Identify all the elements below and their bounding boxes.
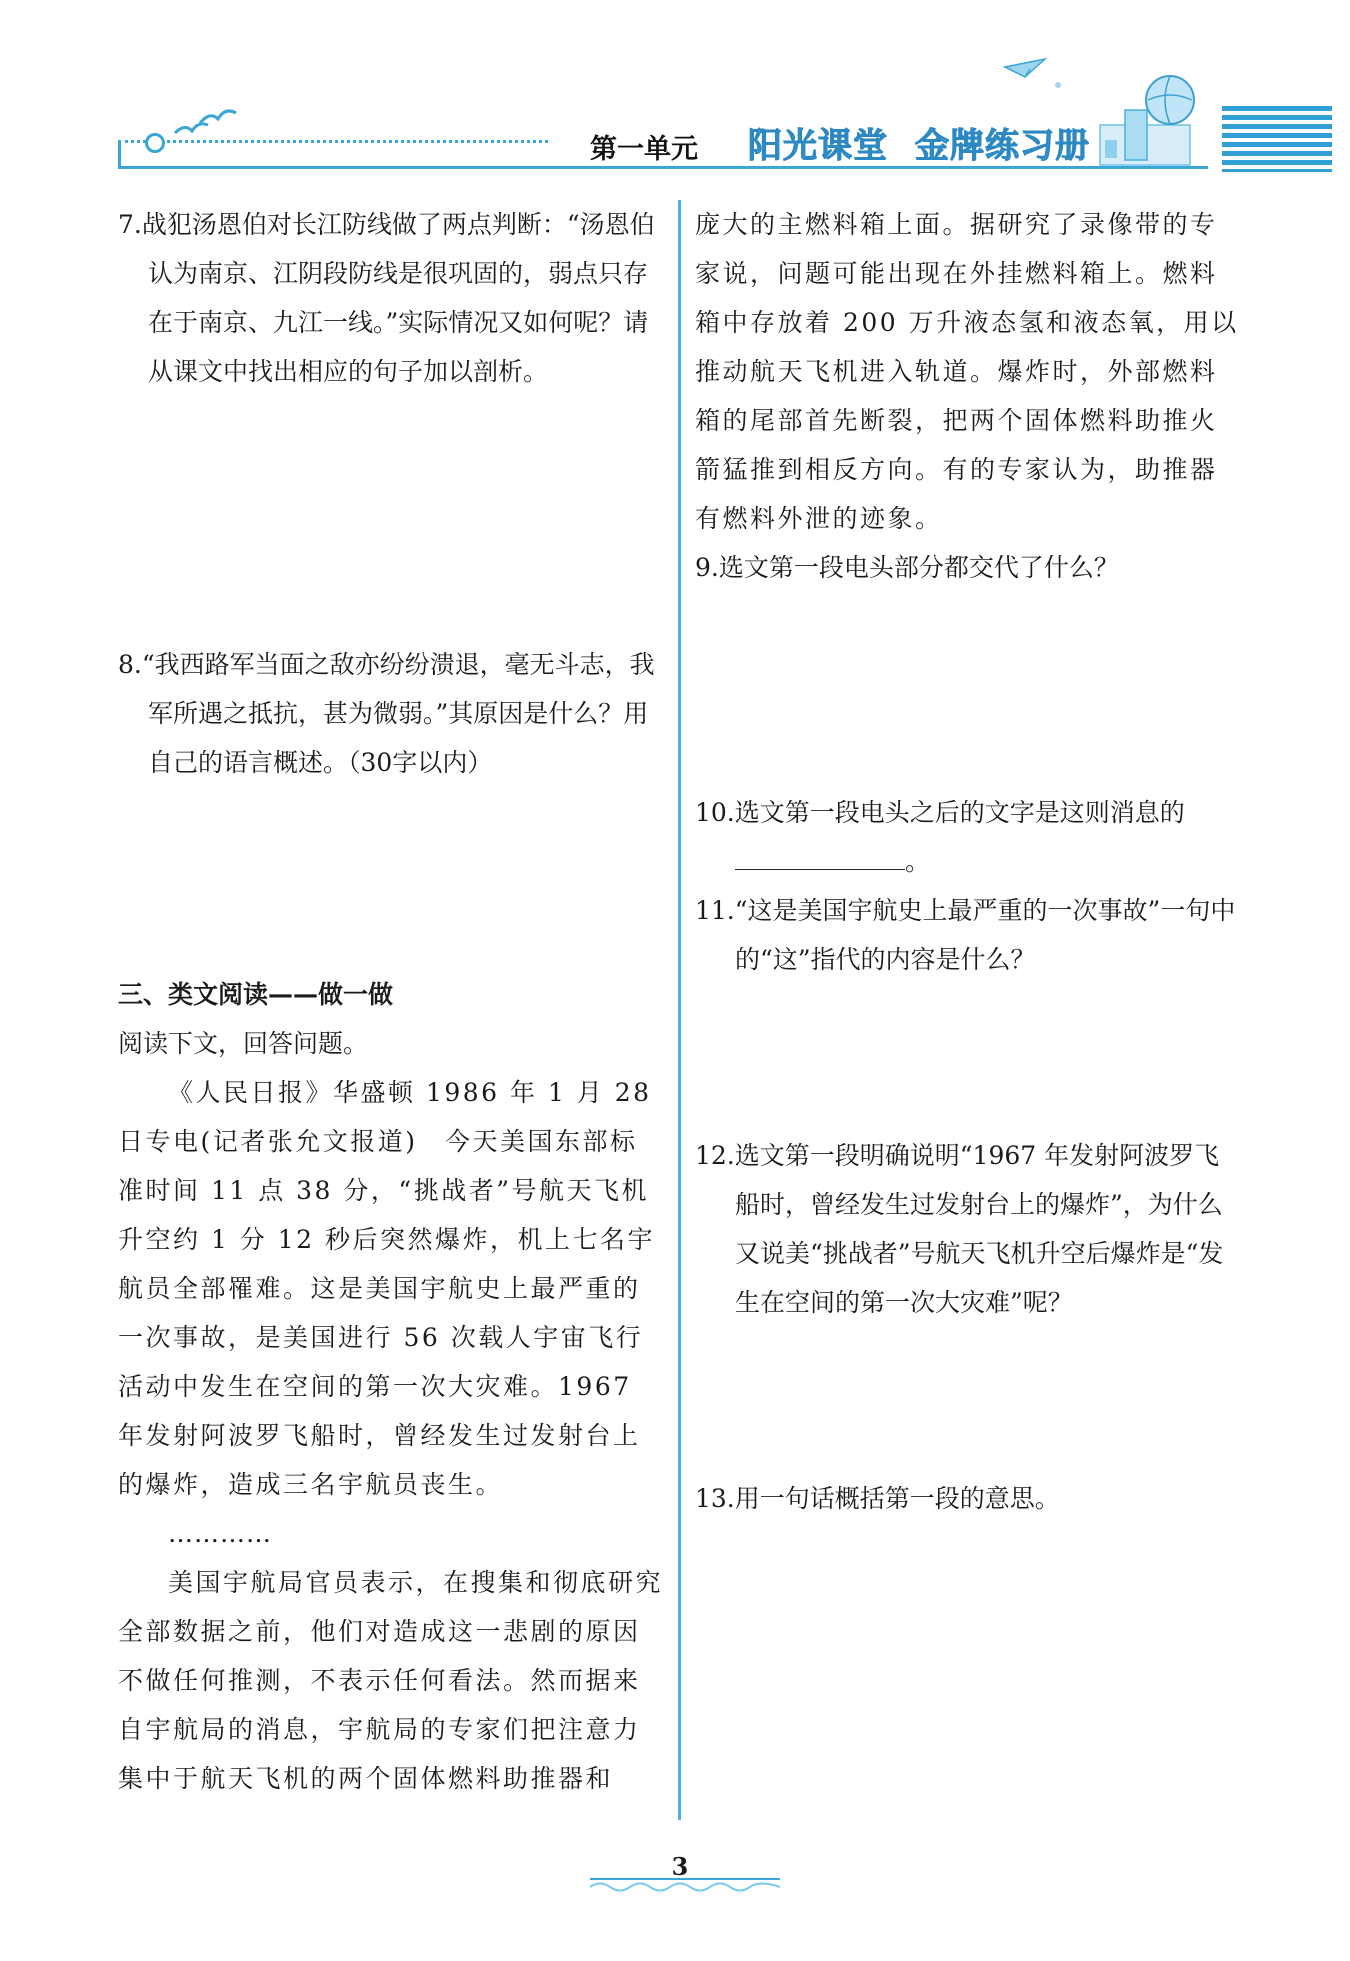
column-divider	[678, 200, 681, 1820]
question-10	[695, 788, 1240, 886]
page-header	[0, 0, 1350, 190]
question-10-text: 10.选文第一段电头之后的文字是这则消息的	[695, 798, 1185, 827]
answer-blank[interactable]	[735, 837, 905, 870]
header-bracket	[118, 140, 127, 168]
passage-continuation: 庞大的主燃料箱上面。据研究了录像带的专家说，问题可能出现在外挂燃料箱上。燃料箱中存放着 200 万升液态氢和液态氧，用以推动航天飞机进入轨道。爆炸时，外部燃料箱的尾部首先断裂，把两个固体燃料助推火箭猛推到相反方向。有的专家认为，助推器有燃料外泄的迹象。	[695, 210, 1239, 533]
unit-title: 第一单元	[590, 134, 698, 165]
paper-plane-icon	[1000, 55, 1070, 95]
passage-paragraph-1: 《人民日报》华盛顿 1986 年 1 月 28 日专电(记者张允文报道) 今天美国东部标准时间 11 点 38 分，“挑战者”号航天飞机升空约 1 分 12 秒后突然爆炸，机上七名宇航员全部罹难。这是美国宇航史上最严重的一次事故，是美国进行 56 次载人宇宙飞行活动中发生在空间的第一次大灾难。1967 年发射阿波罗飞船时，曾经发生过发射台上的爆炸，造成三名宇航员丧生。	[118, 1078, 663, 1499]
page-number: 3	[671, 1852, 689, 1881]
question-9: 9.选文第一段电头部分都交代了什么？	[695, 553, 1119, 582]
question-13: 13.用一句话概括第一段的意思。	[695, 1484, 1060, 1513]
question-10-end: 。	[905, 847, 931, 876]
wave-icon	[590, 1880, 780, 1894]
passage-paragraph-2: 美国宇航局官员表示，在搜集和彻底研究全部数据之前，他们对造成这一悲剧的原因不做任何推测，不表示任何看法。然而据来自宇航局的消息，宇航局的专家们把注意力集中于航天飞机的两个固体燃料助推器和	[118, 1568, 664, 1793]
reading-instruction: 阅读下文，回答问题。	[118, 1029, 369, 1058]
header-stripes	[1222, 106, 1332, 172]
globe-icon	[1090, 70, 1200, 170]
left-column	[118, 200, 663, 1803]
question-7: 7.战犯汤恩伯对长江防线做了两点判断：“汤恩伯认为南京、江阴段防线是很巩固的，弱点只存在于南京、九江一线。”实际情况又如何呢？请从课文中找出相应的句子加以剖析。	[118, 210, 655, 386]
question-12: 12.选文第一段明确说明“1967 年发射阿波罗飞船时，曾经发生过发射台上的爆炸”，为什么又说美“挑战者”号航天飞机升空后爆炸是“发生在空间的第一次大灾难”呢？	[695, 1141, 1224, 1317]
passage-ellipsis: …………	[168, 1519, 272, 1548]
section-title: 三、类文阅读——做一做	[118, 980, 394, 1009]
birds-icon	[170, 105, 240, 145]
right-column	[695, 200, 1240, 1523]
page-footer	[560, 1840, 800, 1900]
header-dot	[145, 133, 165, 153]
question-8: 8.“我西路军当面之敌亦纷纷溃退，毫无斗志，我军所遇之抵抗，甚为微弱。”其原因是什么？用自己的语言概述。（30字以内）	[118, 650, 655, 777]
brand-title-part2: 金牌练习册	[915, 126, 1090, 166]
brand-title-part1: 阳光课堂	[748, 126, 888, 166]
question-11: 11.“这是美国宇航史上最严重的一次事故”一句中的“这”指代的内容是什么？	[695, 896, 1236, 974]
